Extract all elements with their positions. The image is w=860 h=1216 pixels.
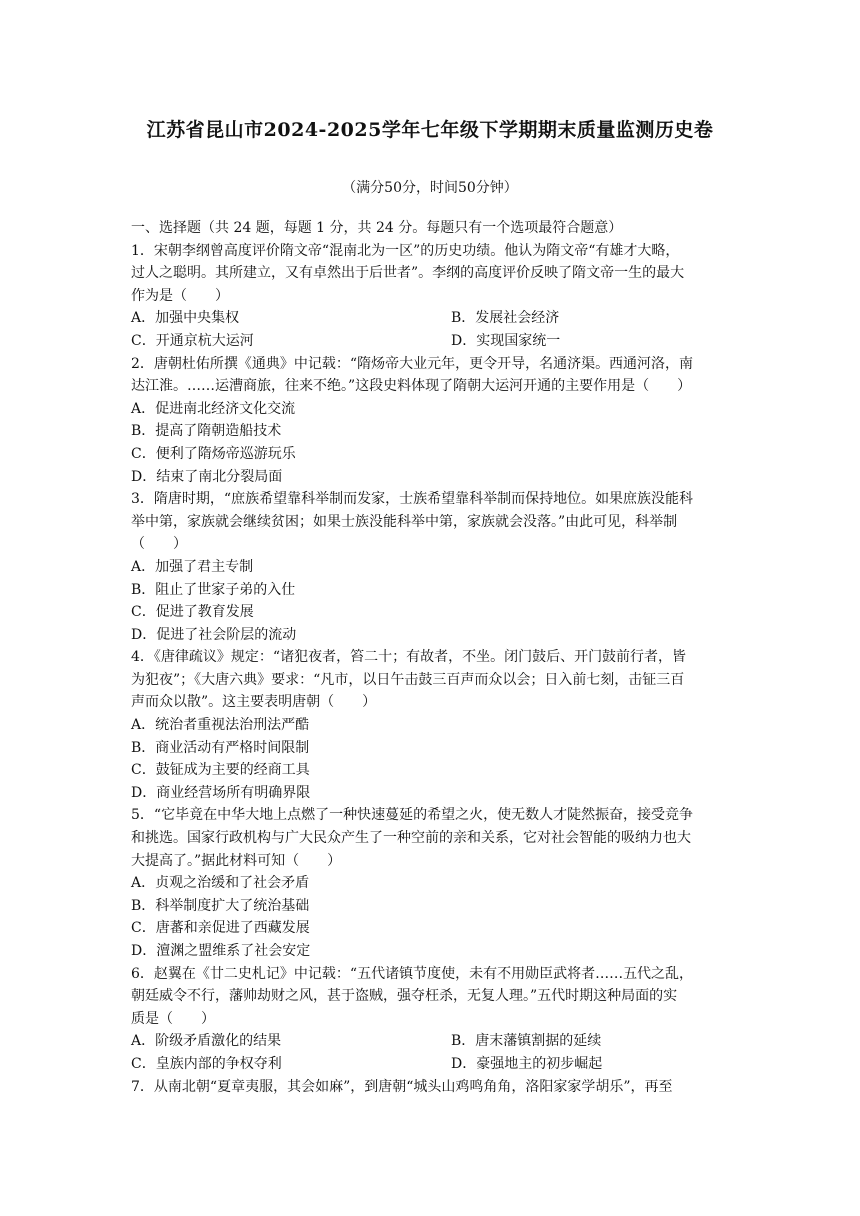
option-c: C．开通京杭大运河: [131, 332, 254, 349]
question-stem-line: 为犯夜”；《大唐六典》要求：“凡市，以日午击鼓三百声而众以会；日入前七刻，击钲三百: [131, 671, 685, 688]
question-stem-line: 5．“它毕竟在中华大地上点燃了一种快速蔓延的希望之火，使无数人才陡然振奋，接受竞争: [131, 807, 694, 824]
option-c: C．鼓钲成为主要的经商工具: [131, 762, 310, 779]
option-a: A．加强中央集权: [131, 310, 240, 327]
question-stem-line: 3．隋唐时期，“庶族希望靠科举制而发家，士族希望靠科举制而保持地位。如果庶族没能科: [131, 491, 694, 508]
question-1: [131, 240, 736, 353]
question-stem-line: 作为是（ ）: [131, 287, 229, 304]
question-5: [131, 804, 736, 962]
question-stem-line: 4．《唐律疏议》规定：“诸犯夜者，笞二十；有故者，不坐。闭门鼓后、开门鼓前行者，皆: [131, 649, 687, 666]
option-d: D．结束了南北分裂局面: [131, 468, 283, 485]
question-stem-line: 举中第，家族就会继续贫困；如果士族没能科举中第，家族就会没落。”由此可见，科举制: [131, 513, 678, 530]
option-a: A．加强了君主专制: [131, 558, 254, 575]
option-row: [131, 1030, 736, 1053]
page-title: 江苏省昆山市2024-2025学年七年级下学期期末质量监测历史卷: [146, 119, 714, 141]
question-stem-line: 2．唐朝杜佑所撰《通典》中记载：“隋炀帝大业元年，更令开导，名通济渠。西通河洛，南: [131, 355, 694, 372]
option-b: B．商业活动有严格时间限制: [131, 739, 310, 756]
option-b: B．提高了隋朝造船技术: [131, 423, 282, 440]
option-b: B．发展社会经济: [451, 310, 560, 327]
question-2: [131, 353, 736, 489]
question-stem-line: 达江淮。……运漕商旅，往来不绝。”这段史料体现了隋朝大运河开通的主要作用是（ ）: [131, 378, 692, 395]
option-c: C．促进了教育发展: [131, 604, 254, 621]
question-stem-line: （ ）: [131, 536, 187, 553]
option-a: A．阶级矛盾激化的结果: [131, 1033, 282, 1050]
option-a: A．统治者重视法治刑法严酷: [131, 717, 310, 734]
question-stem-line: 朝廷威令不行，藩帅劫财之风，甚于盗贼，强夺枉杀，无复人理。”五代时期这种局面的实: [131, 988, 678, 1005]
option-b: B．阻止了世家子弟的入仕: [131, 581, 296, 598]
question-stem-line: 大提高了。”据此材料可知（ ）: [131, 852, 342, 869]
question-list: [131, 217, 736, 1098]
option-a: A．贞观之治缓和了社会矛盾: [131, 875, 310, 892]
question-7: [131, 1076, 736, 1099]
option-row: [131, 330, 736, 353]
option-d: D．豪强地主的初步崛起: [451, 1055, 603, 1072]
exam-info: （满分50分，时间50分钟）: [342, 180, 518, 196]
question-stem-line: 和挑选。国家行政机构与广大民众产生了一种空前的亲和关系，它对社会智能的吸纳力也大: [131, 830, 691, 847]
question-stem-line: 过人之聪明。其所建立，又有卓然出于后世者”。李纲的高度评价反映了隋文帝一生的最大: [131, 265, 685, 282]
section-heading: 一、选择题（共 24 题，每题 1 分，共 24 分。每题只有一个选项最符合题意）: [131, 220, 623, 236]
question-4: [131, 646, 736, 804]
option-a: A．促进南北经济文化交流: [131, 400, 296, 417]
option-c: C．唐蕃和亲促进了西藏发展: [131, 920, 310, 937]
question-stem-line: 7．从南北朝“夏章夷服，其会如麻”，到唐朝“城头山鸡鸣角角，洛阳家家学胡乐”，再至: [131, 1078, 673, 1095]
question-6: [131, 963, 736, 1076]
question-3: [131, 488, 736, 646]
question-stem-line: 1．宋朝李纲曾高度评价隋文帝“混南北为一区”的历史功绩。他认为隋文帝“有雄才大略，: [131, 242, 680, 259]
question-stem-line: 声而众以散”。这主要表明唐朝（ ）: [131, 694, 377, 711]
option-row: [131, 307, 736, 330]
option-d: D．澶渊之盟维系了社会安定: [131, 943, 311, 959]
option-d: D．商业经营场所有明确界限: [131, 784, 311, 801]
question-stem-line: 6．赵翼在《廿二史札记》中记载：“五代诸镇节度使，未有不用勋臣武将者……五代之乱，: [131, 965, 694, 982]
option-c: C．皇族内部的争权夺利: [131, 1055, 282, 1072]
question-stem-line: 质是（ ）: [131, 1010, 215, 1027]
option-row: [131, 1053, 736, 1076]
option-c: C．便利了隋炀帝巡游玩乐: [131, 445, 296, 462]
option-d: D．促进了社会阶层的流动: [131, 626, 297, 643]
option-b: B．科举制度扩大了统治基础: [131, 897, 310, 914]
option-b: B．唐末藩镇割据的延续: [451, 1033, 602, 1050]
option-d: D．实现国家统一: [451, 332, 561, 349]
